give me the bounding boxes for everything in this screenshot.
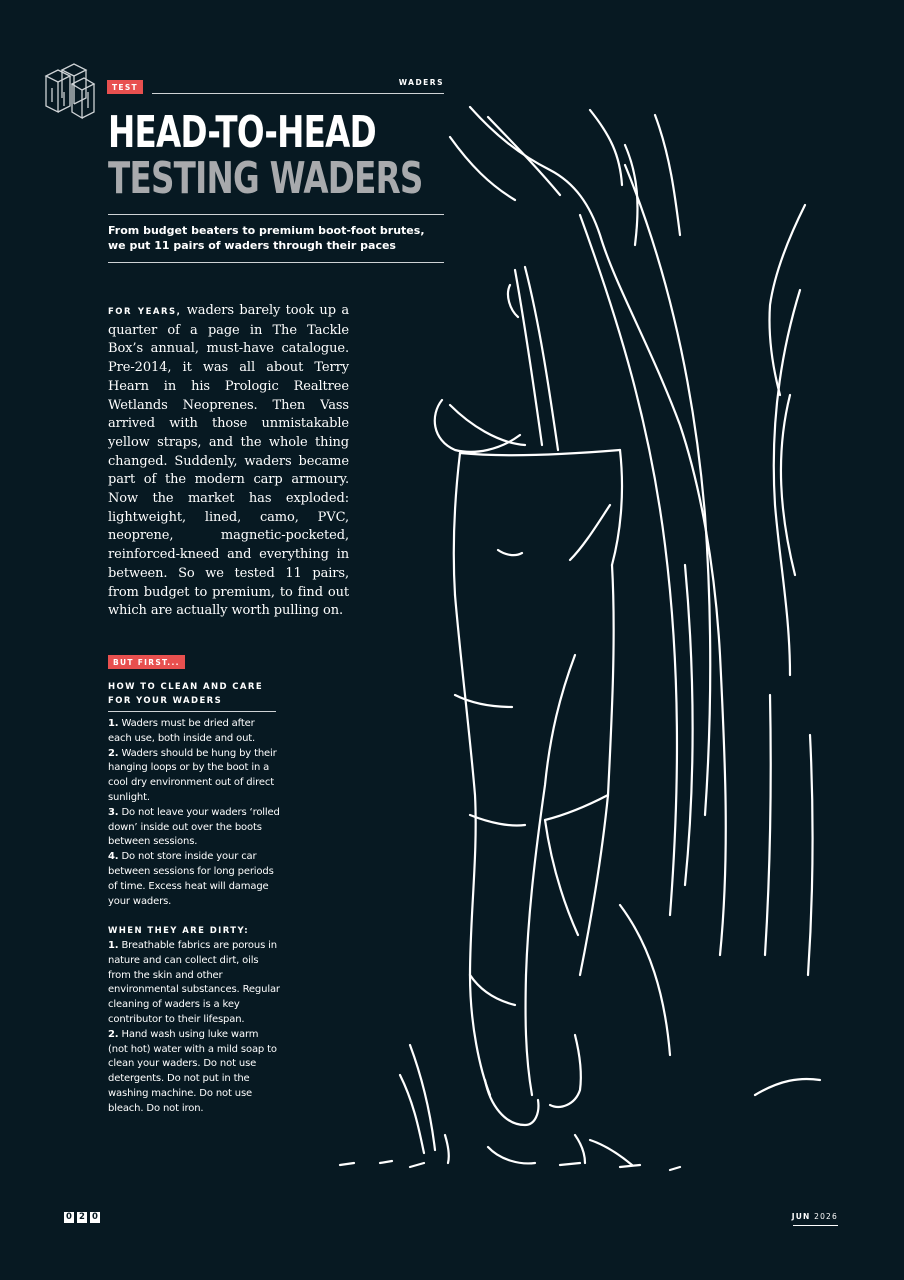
dirty-item: 2. Hand wash using luke warm (not hot) water with a mild soap to clean your waders. Do not use detergents. Do not put in the washing machine. Do not use bleach. Do not iron. [108,1028,277,1114]
issue-rule [793,1225,838,1226]
care-item: 2. Waders should be hung by their hanging loops or by the boot in a cool dry environment out of direct sunlight. [108,747,277,803]
header-rule [152,93,444,94]
care-item: 3. Do not leave your waders ‘rolled down’ inside out over the boots between sessions. [108,806,280,848]
intro-lead: FOR YEARS, [108,307,182,317]
dirty-heading: WHEN THEY ARE DIRTY: [108,926,250,936]
dirty-item: 1. Breathable fabrics are porous in nature and can collect dirt, oils from the skin and other environmental substances. Regular cleaning of waders is a key contributor to their lifespan. [108,940,280,1025]
care-heading: HOW TO CLEAN AND CARE FOR YOUR WADERS [108,682,264,706]
dirty-list [108,939,280,1117]
page-number [64,1212,100,1223]
magazine-logo-icon [42,62,96,120]
intro-body: waders barely took up a quarter of a page in The Tackle Box’s annual, must-have catalogue. Pre-2014, it was all about Terry Hearn in his Prologic Realtree Wetlands Neoprenes. Then Vass arrived with those unmistakable yellow straps, and the whole thing changed. Suddenly, waders became part of the modern carp armoury. Now the market has exploded: lightweight, lined, camo, PVC, neoprene, magnetic-pocketed, reinforced-kneed and everything in between. So we tested 11 pairs, from budget to premium, to find out which are actually worth pulling on. [108,303,349,619]
care-list [108,717,280,909]
standfirst: From budget beaters to premium boot-foot brutes, we put 11 pairs of waders through their paces [108,224,425,252]
issue-year: 2026 [814,1212,838,1221]
but-first-tag: BUT FIRST... [108,655,185,669]
page-digit: 0 [90,1212,100,1223]
headline-line-2: TESTING WADERS [108,153,423,204]
page-digit: 2 [77,1212,87,1223]
care-rule [108,711,276,712]
issue-month: JUN [791,1212,811,1221]
issue-date [780,1212,838,1221]
care-item: 1. Waders must be dried after each use, both inside and out. [108,718,256,744]
page-digit: 0 [64,1212,74,1223]
headline-line-1: HEAD-TO-HEAD [108,107,376,158]
wader-illustration [320,95,840,1195]
test-tag: TEST [107,80,143,94]
section-label: WADERS [398,78,444,87]
care-item: 4. Do not store inside your car between sessions for long periods of time. Excess heat will damage your waders. [108,851,274,907]
intro-paragraph [108,302,349,621]
